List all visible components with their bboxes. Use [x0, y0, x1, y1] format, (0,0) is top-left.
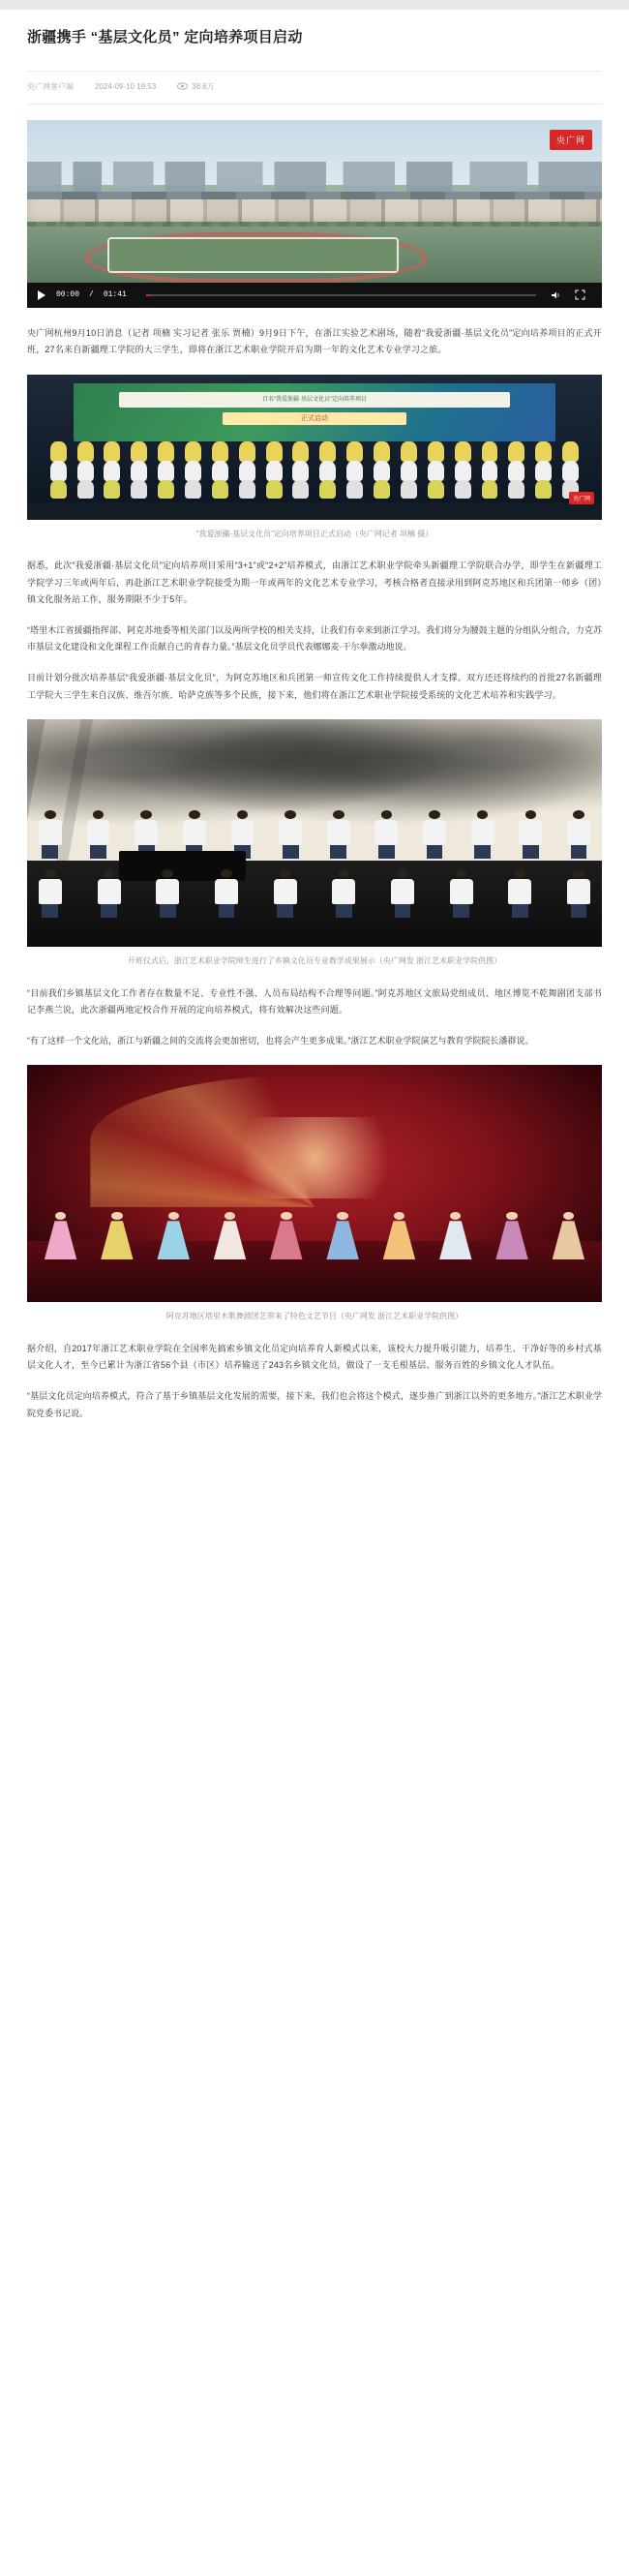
figure-dance — [27, 1065, 602, 1323]
choir-performance-photo — [27, 719, 602, 947]
video-frame[interactable] — [27, 120, 602, 283]
paragraph: “目前我们乡镇基层文化工作者存在数量不足、专业性不强、人员布局结构不合理等问题。”阿克苏地区文旅局党组成员、地区博览不乾舞剧团支部书记李燕兰说，此次浙疆两地定校合作开展的定向培养模式，将有效解决这些问题。 — [27, 987, 602, 1015]
paragraph-quote: “塔里木江省援疆指挥部、阿克苏地委等相关部门以及两所学校的相关支持，让我们有幸来到浙江学习。我们将分为腰鼓主题的分组队分组合，力克苏市基层文化建设和文化课程工作贡献自己的青春力量。”基层文化员学员代表娜娜麦·干尔拳激动地说。 — [27, 624, 602, 652]
video-watermark: 央广网 — [550, 130, 592, 150]
article-page — [0, 10, 629, 2576]
participants-group — [50, 441, 579, 502]
paragraph: 央广网杭州9月10日消息（记者 项楠 实习记者 张乐 贾楠）9月9日下午，在浙江实验艺术剧场，随着“我爱浙疆·基层文化员”定向培养项目的正式开班，27名来自新疆理工学院的大三学生，即将在浙江艺术职业学院开启为期一年的文化艺术专业学习之旅。 — [27, 327, 602, 355]
video-sports-field — [107, 237, 399, 274]
dancers-row — [45, 1212, 584, 1259]
stage-floor — [27, 502, 602, 520]
figure-caption: 阿克苏地区塔里木歌舞剧团艺带来了特色文艺节目（央广网发 浙江艺术职业学院供图） — [165, 1312, 464, 1321]
figure-choir — [27, 719, 602, 968]
meta-views — [177, 81, 215, 92]
paragraph: 据介绍，自2017年浙江艺术职业学院在全国率先搞索乡镇文化员定向培养育人新模式以来，该校大力提升吸引能力，培养生、干净好等的乡村式基层文化人才，至今已累计为浙江省56个县（市区）培养输送了243名乡镇文化员，做设了一支毛根基层、服务百姓的乡镇文化人才队伍。 — [27, 1343, 602, 1371]
photo-watermark: 央广网 — [569, 492, 594, 504]
paragraph: 目前计划分批次培养基层“我爱浙疆·基层文化员”，为阿克苏地区和兵团第一师宣传文化工作持续提供人才支撑。双方还还将续约的首批27名新疆理工学院大三学生来自汉族、维吾尔族、哈萨克族等多个民族，接下来，他们将在浙江艺术职业学院接受系统的文化艺术培养和实践学习。 — [27, 673, 602, 700]
meta-source: 央广网客户端 — [27, 81, 74, 91]
paragraph: 据悉，此次“我爱浙疆·基层文化员”定向培养项目采用“3+1”或“2+2”培养模式，由浙江艺术职业学院牵头新疆理工学院联合办学，即学生在新疆理工学院学习三年或两年后，再赴浙江艺术职业学院接受为期一年或两年的文化艺术专业学习，考核合格者直接录用到阿克苏地区和兵团第一师乡（团）镇文化服务站工作，服务期限不少于5年。 — [27, 561, 602, 605]
article-meta — [0, 72, 629, 104]
paragraph-quote: “基层文化员定向培养模式，符合了基于乡镇基层文化发展的需要，接下来，我们也会将这个模式，逐步推广到浙江以外的更多地方。”浙江艺术职业学院党委书记说。 — [27, 1391, 602, 1418]
meta-divider — [27, 104, 602, 105]
video-time-separator: / — [89, 290, 94, 300]
eye-icon — [177, 82, 188, 90]
launch-ceremony-photo — [27, 375, 602, 520]
video-duration: 01:41 — [103, 290, 127, 300]
video-rooftops — [27, 192, 602, 199]
page-title: 浙疆携手 “基层文化员” 定向培养项目启动 — [27, 29, 303, 46]
stage-banner-text: 百名“我爱浙疆·基层文化员”定向培养项目 — [261, 396, 367, 403]
stage-center-glow — [217, 1117, 412, 1197]
video-skyline — [27, 162, 602, 191]
speaker-icon[interactable] — [550, 288, 563, 302]
meta-timestamp: 2024-09-10 19:53 — [95, 81, 157, 91]
stage-banner-subtitle: 正式启动 — [223, 412, 406, 426]
stage-banner — [119, 392, 510, 409]
paragraph-quote: “有了这样一个文化站，浙江与新疆之间的交流将会更加密切，也将会产生更多成果。”浙江艺术职业学院演艺与教育学院院长潘群说。 — [27, 1035, 534, 1046]
video-progress-bar[interactable] — [146, 294, 536, 296]
dance-performance-photo — [27, 1065, 602, 1302]
figure-caption: “我爱浙疆·基层文化员”定向培养项目正式启动（央广网记者 项楠 摄） — [195, 529, 434, 538]
video-progress-fill — [146, 294, 150, 296]
play-icon[interactable] — [35, 288, 48, 302]
fullscreen-icon[interactable] — [573, 288, 586, 302]
figure-launch-ceremony — [27, 375, 602, 541]
figure-caption: 开班仪式后，浙江艺术职业学院师生进行了乡镇文化员专业教学成果展示（央广网发 浙江艺术职业学院供图） — [127, 956, 502, 966]
article-body — [0, 120, 629, 1423]
video-controls[interactable] — [27, 283, 602, 308]
video-current-time: 00:00 — [56, 290, 80, 300]
views-count: 38.6万 — [192, 81, 215, 91]
video-player[interactable] — [27, 120, 602, 308]
